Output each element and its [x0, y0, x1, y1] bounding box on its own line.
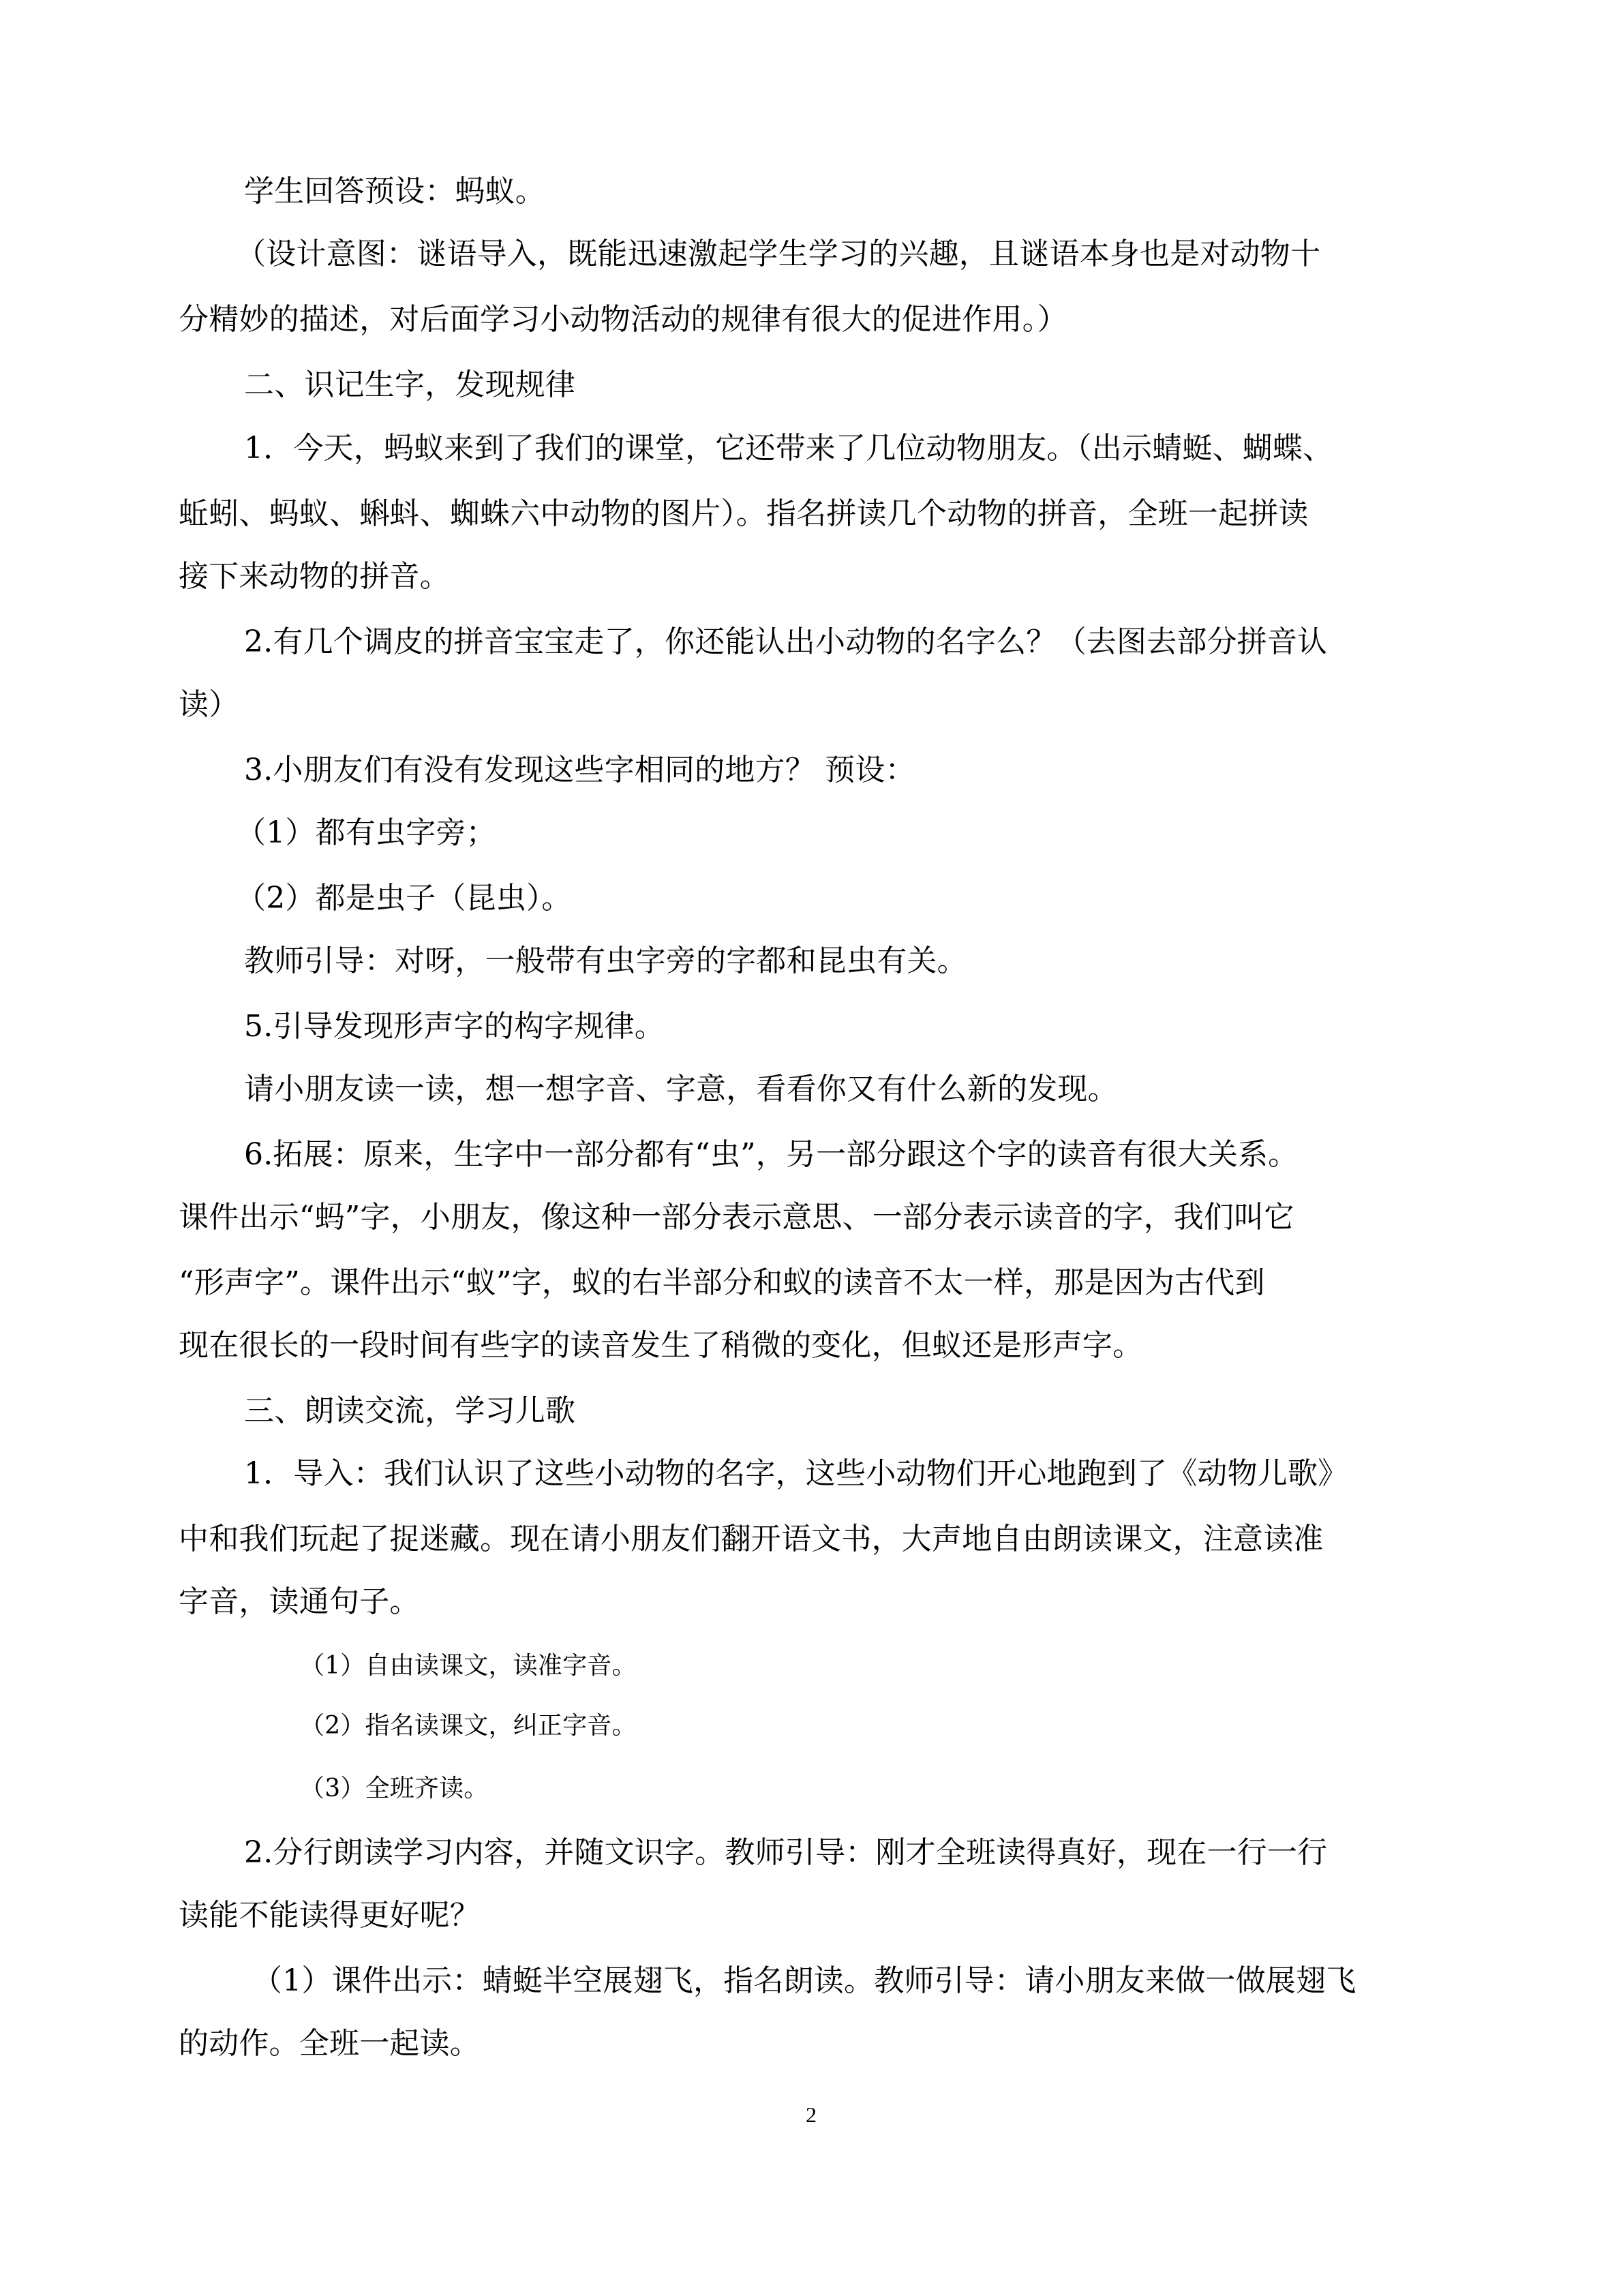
- step-5-line: 5.引导发现形声字的构字规律。: [244, 1009, 665, 1044]
- intro-line-2: 中和我们玩起了捉迷藏。现在请小朋友们翻开语文书，大声地自由朗读课文，注意读准: [179, 1522, 1324, 1556]
- step-2-line-2: 读）: [179, 687, 239, 722]
- step-1-line-3: 接下来动物的拼音。: [179, 559, 450, 594]
- page-number: 2: [806, 2102, 817, 2127]
- step-2-line-1: 2.有几个调皮的拼音宝宝走了，你还能认出小动物的名字么？（去图去部分拼音认: [244, 624, 1328, 659]
- design-intent-line-2: 分精妙的描述，对后面学习小动物活动的规律有很大的促进作用。）: [179, 302, 1067, 337]
- reading-step-1: （1）自由读课文，读准字音。: [300, 1652, 637, 1680]
- step-6-line-2: 课件出示“蚂”字，小朋友，像这种一部分表示意思、一部分表示读音的字，我们叫它: [179, 1200, 1294, 1235]
- read-think-line: 请小朋友读一读，想一想字音、字意，看看你又有什么新的发现。: [244, 1072, 1118, 1106]
- line-by-line-1: 2.分行朗读学习内容，并随文识字。教师引导：刚才全班读得真好，现在一行一行: [244, 1835, 1328, 1870]
- step-3-line: 3.小朋友们有没有发现这些字相同的地方？ 预设：: [244, 753, 915, 787]
- answer-preset-line: 学生回答预设：蚂蚁。: [244, 174, 545, 209]
- reading-step-2: （2）指名读课文，纠正字音。: [300, 1712, 637, 1740]
- design-intent-line-1: （设计意图：谜语导入，既能迅速激起学生学习的兴趣，且谜语本身也是对动物十: [236, 237, 1321, 271]
- step-6-line-1: 6.拓展：原来，生字中一部分都有“虫”，另一部分跟这个字的读音有很大关系。: [244, 1137, 1299, 1172]
- step-1-line-1: 1．今天，蚂蚁来到了我们的课堂，它还带来了几位动物朋友。（出示蜻蜓、蝴蝶、: [244, 431, 1333, 466]
- step-1-line-2: 蚯蚓、蚂蚁、蝌蚪、蜘蛛六中动物的图片）。指名拼读几个动物的拼音，全班一起拼读: [179, 496, 1309, 531]
- teacher-guide-line: 教师引导：对呀，一般带有虫字旁的字都和昆虫有关。: [244, 943, 967, 978]
- reading-step-3: （3）全班齐读。: [300, 1774, 489, 1802]
- courseware-line-2: 的动作。全班一起读。: [179, 2026, 480, 2061]
- intro-line-1: 1．导入：我们认识了这些小动物的名字，这些小动物们开心地跑到了《动物儿歌》: [244, 1456, 1348, 1491]
- line-by-line-2: 读能不能读得更好呢？: [179, 1898, 480, 1933]
- preset-item-1: （1）都有虫字旁；: [236, 815, 496, 850]
- step-6-line-3: “形声字”。课件出示“蚁”字，蚁的右半部分和蚁的读音不太一样，那是因为古代到: [179, 1265, 1265, 1300]
- section-heading-3: 三、朗读交流，学习儿歌: [244, 1393, 576, 1428]
- intro-line-3: 字音，读通句子。: [179, 1584, 420, 1619]
- section-heading-2: 二、识记生字，发现规律: [244, 367, 576, 402]
- preset-item-2: （2）都是虫子（昆虫）。: [236, 881, 572, 916]
- step-6-line-4: 现在很长的一段时间有些字的读音发生了稍微的变化，但蚁还是形声字。: [179, 1328, 1143, 1363]
- courseware-line-1: （1）课件出示：蜻蜓半空展翅飞，指名朗读。教师引导：请小朋友来做一做展翅飞: [252, 1963, 1356, 1998]
